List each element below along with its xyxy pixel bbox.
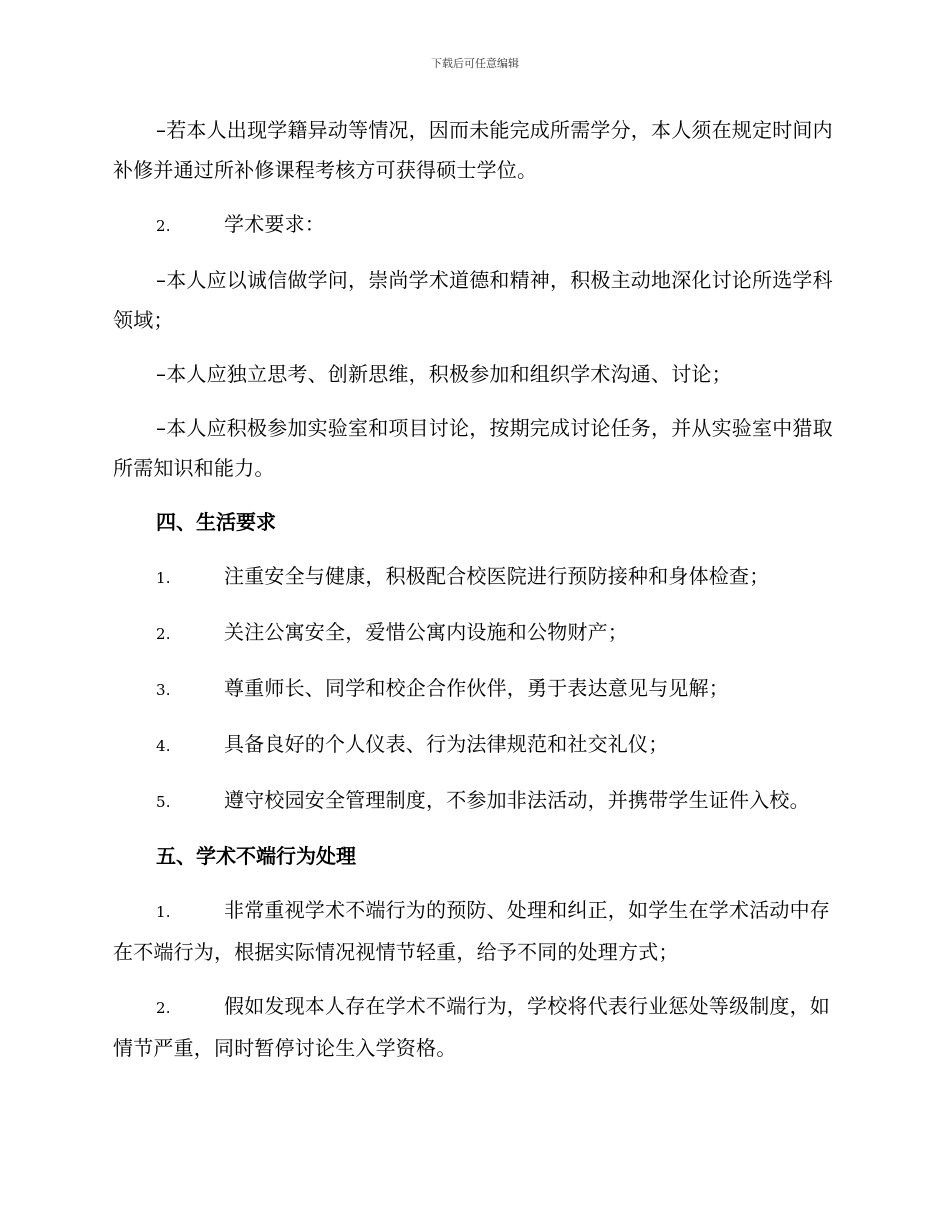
section-heading-life-requirements: 四、生活要求 xyxy=(156,510,276,534)
list-number: 2. xyxy=(156,999,171,1017)
list-item-academic-requirements xyxy=(113,204,835,246)
list-item-text: 假如发现本人存在学术不端行为，学校将代表行业惩处等级制度，如情节严重，同时暂停讨论生入学资格。 xyxy=(113,994,830,1060)
page-header: 下载后可任意编辑 xyxy=(431,57,519,70)
list-number: 5. xyxy=(156,793,171,811)
list-number: 1. xyxy=(156,903,171,921)
document-body xyxy=(113,110,835,1082)
list-number: 2. xyxy=(156,217,171,235)
list-item-text: 具备良好的个人仪表、行为法律规范和社交礼仪； xyxy=(224,732,669,756)
list-item xyxy=(113,612,835,654)
list-item xyxy=(113,890,835,972)
list-item xyxy=(113,780,835,822)
paragraph-lab-participation: –本人应积极参加实验室和项目讨论，按期完成讨论任务，并从实验室中猎取所需知识和能力。 xyxy=(113,416,833,480)
section-heading-academic-misconduct: 五、学术不端行为处理 xyxy=(156,844,356,868)
list-item xyxy=(113,724,835,766)
list-number: 4. xyxy=(156,737,171,755)
paragraph-study-status: –若本人出现学籍异动等情况，因而未能完成所需学分，本人须在规定时间内补修并通过所补修课程考核方可获得硕士学位。 xyxy=(113,118,833,182)
list-number: 2. xyxy=(156,625,171,643)
list-item xyxy=(113,986,835,1068)
paragraph-independent-thinking: –本人应独立思考、创新思维，积极参加和组织学术沟通、讨论； xyxy=(156,362,732,386)
list-item xyxy=(113,668,835,710)
list-item-text: 尊重师长、同学和校企合作伙伴，勇于表达意见与见解； xyxy=(224,676,729,700)
list-item xyxy=(113,556,835,598)
paragraph-integrity: –本人应以诚信做学问，崇尚学术道德和精神，积极主动地深化讨论所选学科领域； xyxy=(113,268,833,332)
list-number: 1. xyxy=(156,569,171,587)
list-number: 3. xyxy=(156,681,171,699)
list-item-text: 关注公寓安全，爱惜公寓内设施和公物财产； xyxy=(224,620,628,644)
list-item-text: 注重安全与健康，积极配合校医院进行预防接种和身体检查； xyxy=(224,564,770,588)
list-item-text: 遵守校园安全管理制度，不参加非法活动，并携带学生证件入校。 xyxy=(224,788,810,812)
list-item-text: 学术要求： xyxy=(224,212,325,236)
list-item-text: 非常重视学术不端行为的预防、处理和纠正，如学生在学术活动中存在不端行为，根据实际情况视情节轻重，给予不同的处理方式； xyxy=(113,898,830,964)
